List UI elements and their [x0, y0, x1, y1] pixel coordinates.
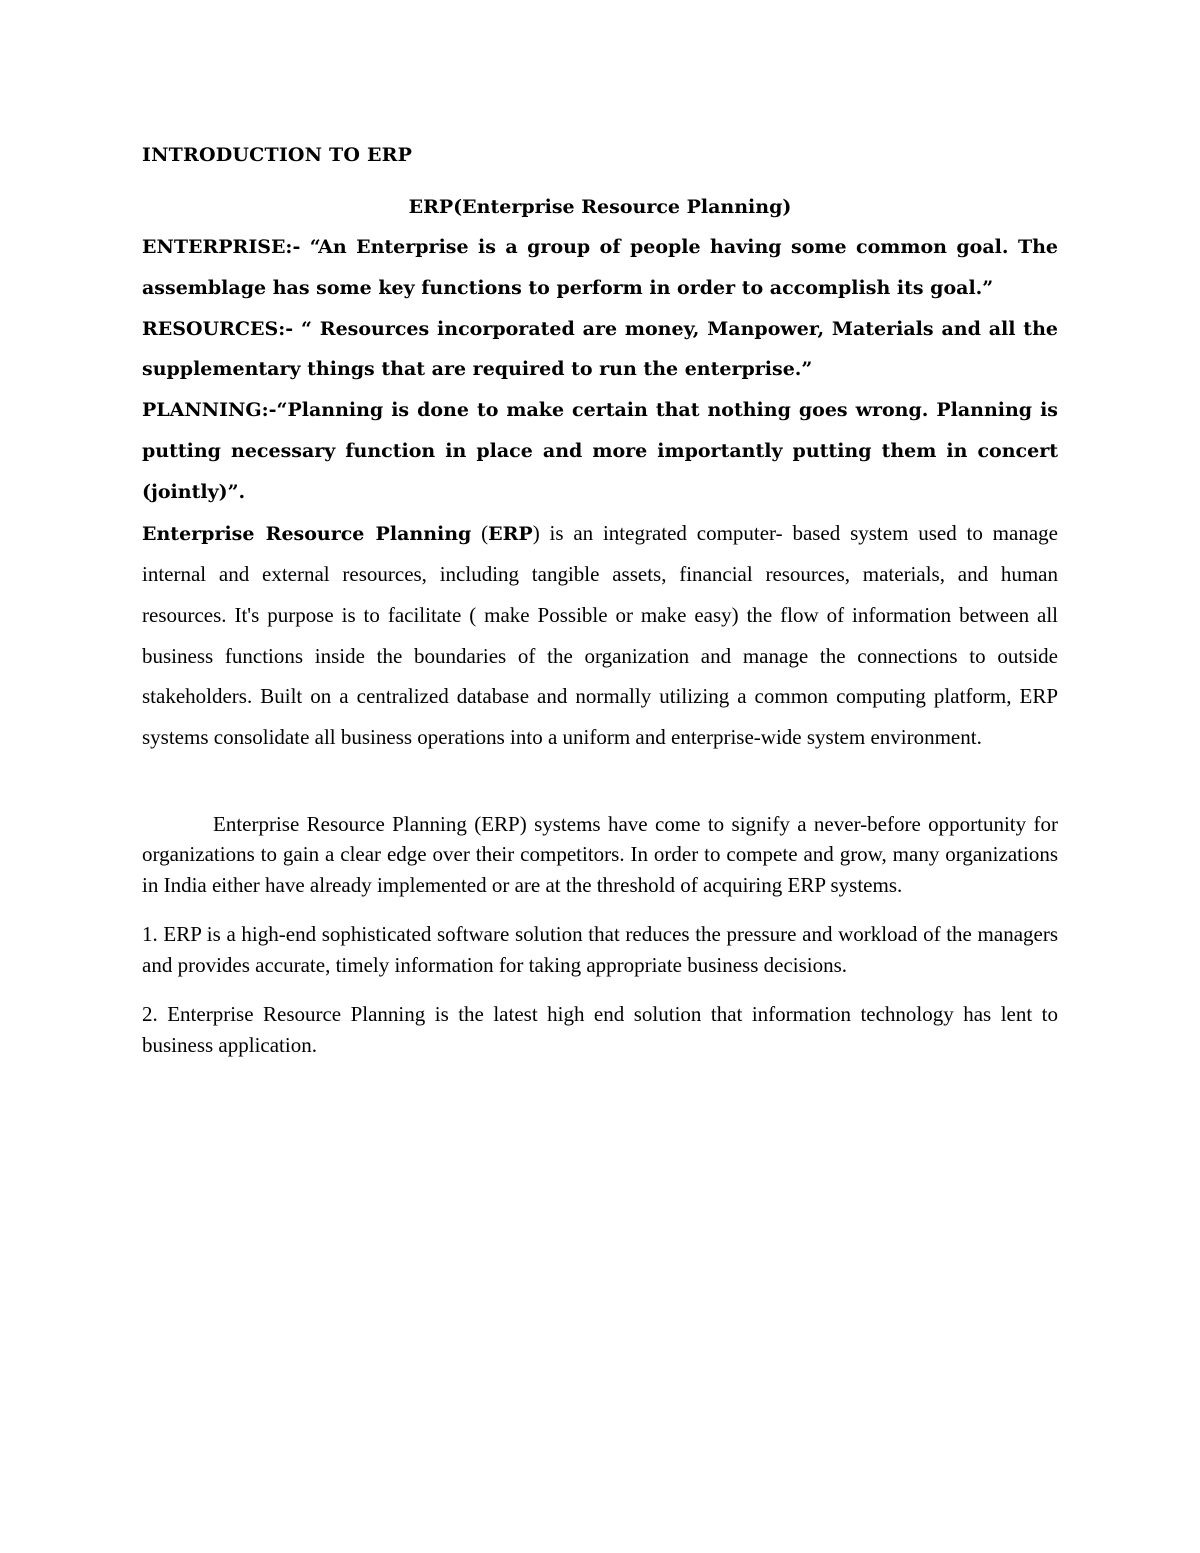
document-heading: INTRODUCTION TO ERP	[142, 144, 413, 166]
definition-text: “An Enterprise is a group of people having some common goal. The assemblage has some key functions to perform in order to accomplish its goal.”	[142, 236, 1058, 299]
point-item: 1. ERP is a high-end sophisticated software solution that reduces the pressure and workload of the managers and provides accurate, timely information for taking appropriate business decisions.	[142, 922, 1058, 977]
definition-resources	[142, 309, 1058, 391]
erp-definition-paragraph	[142, 513, 1058, 758]
definition-text: “ Resources incorporated are money, Manpower, Materials and all the supplementary things that are required to run the enterprise.”	[142, 317, 1058, 381]
definition-planning	[142, 390, 1058, 512]
definition-enterprise	[142, 227, 1058, 309]
erp-term: Enterprise Resource Planning	[142, 522, 472, 545]
definition-text: “Planning is done to make certain that nothing goes wrong. Planning is putting necessary function in place and more importantly putting them in concert (jointly)”.	[142, 399, 1058, 503]
point-item: 2. Enterprise Resource Planning is the latest high end solution that information technology has lent to business application.	[142, 1002, 1058, 1057]
definition-term: ENTERPRISE:-	[142, 236, 301, 258]
erp-open-paren: (	[471, 520, 489, 545]
document-subtitle: ERP(Enterprise Resource Planning)	[408, 196, 792, 218]
definition-term: PLANNING:-	[142, 399, 277, 422]
definition-term: RESOURCES:-	[142, 317, 294, 340]
erp-definition-text: ) is an integrated computer- based system used to manage internal and external resources, including tangible assets, financial resources, materials, and human resources. It's purpose is to facilitate ( make Possible or make easy) the flow of information between all business functions inside the boundaries of the organization and manage the connections to outside stakeholders. Built on a centralized database and normally utilizing a common computing platform, ERP systems consolidate all business operations into a uniform and enterprise-wide system environment.	[142, 520, 1058, 750]
erp-opportunity-paragraph: Enterprise Resource Planning (ERP) systems have come to signify a never-before opportunity for organizations to gain a clear edge over their competitors. In order to compete and grow, many organizations in India either have already implemented or are at the threshold of acquiring ERP systems.	[142, 811, 1058, 897]
erp-abbr: ERP	[488, 522, 533, 545]
